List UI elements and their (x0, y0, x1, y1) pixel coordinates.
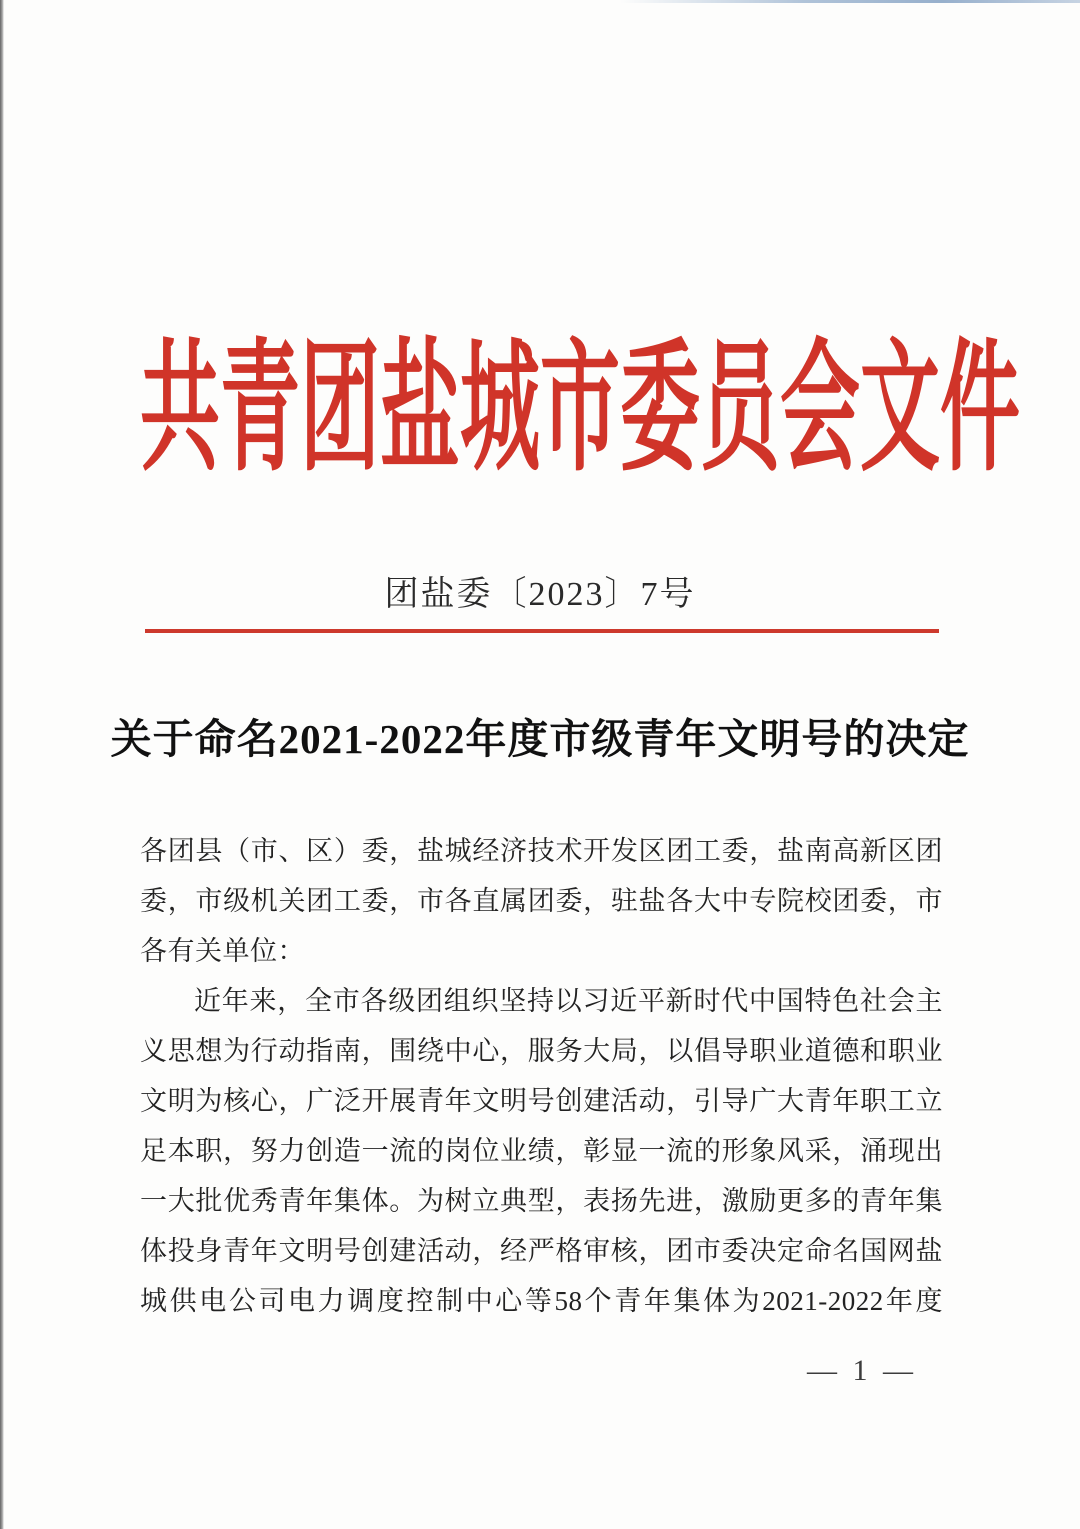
page-number: — 1 — (807, 1354, 917, 1387)
issuer-banner (140, 332, 1020, 494)
body-line: 体投身青年文明号创建活动，经严格审核，团市委决定命名国网盐 (140, 1236, 943, 1266)
body-line: 近年来，全市各级团组织坚持以习近平新时代中国特色社会主 (194, 986, 943, 1016)
document-body (140, 826, 943, 1326)
issuer-banner-text: 共青团盐城市委员会文件 (140, 332, 1020, 490)
body-line: 城供电公司电力调度控制中心等58个青年集体为2021-2022年度 (140, 1286, 943, 1316)
body-line: 足本职，努力创造一流的岗位业绩，彰显一流的形象风采，涌现出 (140, 1136, 943, 1166)
scan-edge-artifact-top (620, 0, 1080, 3)
body-line: 各团县（市、区）委，盐城经济技术开发区团工委，盐南高新区团 (140, 836, 943, 866)
body-line: 文明为核心，广泛开展青年文明号创建活动，引导广大青年职工立 (140, 1086, 943, 1116)
body-line: 各有关单位： (140, 936, 305, 966)
document-number: 团盐委〔2023〕7号 (384, 576, 696, 613)
document-title: 关于命名2021-2022年度市级青年文明号的决定 (110, 716, 970, 762)
body-line: 委，市级机关团工委，市各直属团委，驻盐各大中专院校团委，市 (140, 886, 943, 916)
red-divider-rule (145, 629, 939, 633)
body-line: 一大批优秀青年集体。为树立典型，表扬先进，激励更多的青年集 (140, 1186, 943, 1216)
body-line: 义思想为行动指南，围绕中心，服务大局，以倡导职业道德和职业 (140, 1036, 943, 1066)
